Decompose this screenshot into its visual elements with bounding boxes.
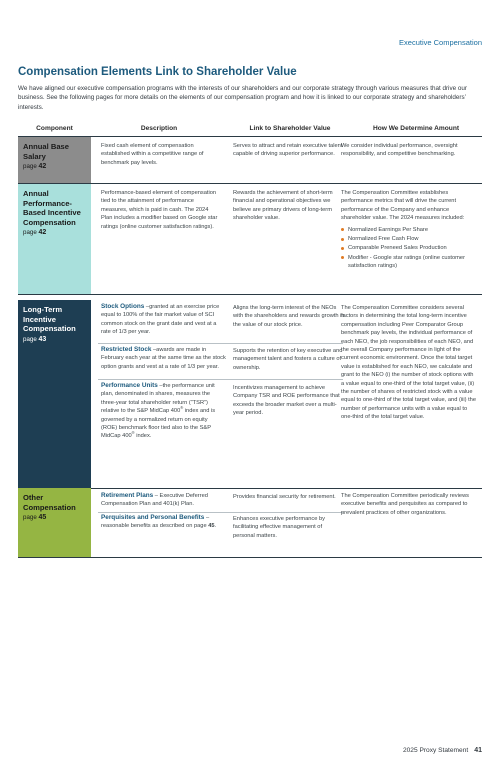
measures-list — [341, 226, 476, 271]
page-footer — [403, 747, 482, 754]
header-how: How We Determine Amount — [372, 125, 460, 132]
section-header: Executive Compensation — [399, 38, 482, 47]
row-other-compensation — [18, 488, 482, 558]
component-name: Other Compensation — [23, 493, 76, 512]
link-cell: Rewards the achievement of short-term financial and operational objectives we believe are primary drivers of long-term shareholder value. — [233, 190, 333, 222]
row-divider — [98, 512, 343, 513]
table-header — [18, 124, 482, 137]
retirement-plans-description: Retirement Plans – Executive Deferred Compensation Plan and 401(k) Plan. — [101, 492, 208, 508]
component-cell — [18, 300, 91, 488]
header-link: Link to Shareholder Value — [249, 125, 331, 132]
page-reference: page 42 — [23, 229, 47, 237]
how-cell — [341, 189, 476, 272]
page-reference: page 43 — [23, 335, 47, 343]
row-performance-incentive — [18, 184, 482, 295]
row-long-term-incentive — [18, 300, 482, 489]
compensation-table — [18, 124, 482, 539]
how-cell: The Compensation Committee considers several factors in determining the total long-term incentive compensation including Peer Comparator Group benchmark pay levels, the individual performance of each NEO, the job responsibilities of each NEO, and the overall Company performance in light of the current economic environment. Once the total target value is established for each NEO, we calculate and grant to the NEO (i) the number of stock options with a value equal to one-third of the total target value, (ii) the number of shares of restricted stock with a value equal to one-third of the total target value, and (iii) the number of performance units with a value equal to one-third of the total target value. — [341, 305, 477, 421]
row-divider — [98, 379, 343, 380]
description-cell: Performance-based element of compensation tied to the attainment of performance measures, which is paid in cash. The 2024 Plan includes a modifier based on Google star ratings (online customer satisfaction ratings). — [101, 190, 218, 230]
list-item: Normalized Earnings Per Share — [341, 226, 476, 234]
footer-label: 2025 Proxy Statement — [402, 747, 469, 754]
page-number: 41 — [474, 747, 482, 754]
stock-options-description: Stock Options –granted at an exercise price equal to 100% of the fair market value of SCI common stock on the grant date and vest at a rate of 1/3 per year. — [101, 303, 220, 336]
restricted-stock-link: Supports the retention of key executive and management talent and fosters a culture of ownership. — [233, 348, 343, 371]
component-name: Long-Term Incentive Compensation — [23, 305, 76, 334]
list-item: Modifier - Google star ratings (online customer satisfaction ratings) — [341, 254, 476, 271]
how-cell: The Compensation Committee periodically reviews executive benefits and perquisites as compared to prevalent practices of other organizations. — [341, 493, 470, 516]
how-text: The Compensation Committee establishes performance metrics that will drive the current performance of the Company and enhance shareholder value. The 2024 measures included: — [341, 190, 465, 222]
page-reference: page 42 — [23, 163, 47, 171]
list-item: Normalized Free Cash Flow — [341, 235, 476, 243]
how-cell: We consider individual performance, oversight responsibility, and competitive benchmarking. — [341, 143, 458, 158]
page-title: Compensation Elements Link to Shareholder Value — [18, 66, 297, 78]
link-cell: Serves to attract and retain executive talent capable of driving superior performance. — [233, 143, 343, 158]
perquisites-description: Perquisites and Personal Benefits – reasonable benefits as described on page 45. — [101, 514, 217, 530]
header-component: Component — [36, 125, 73, 132]
component-cell — [18, 137, 91, 183]
performance-units-link: Incentivizes management to achieve Company TSR and ROE performance that exceeds the broader market over a multi-year period. — [233, 385, 340, 417]
perquisites-link: Enhances executive performance by facilitating effective management of personal matters. — [233, 516, 325, 539]
page-reference: page 45 — [23, 514, 47, 522]
row-divider — [98, 343, 343, 344]
retirement-plans-link: Provides financial security for retirement. — [233, 494, 336, 500]
row-base-salary — [18, 137, 482, 184]
stock-options-link: Aligns the long-term interest of the NEOs with the shareholders and rewards growth in the value of our stock price. — [233, 305, 345, 328]
performance-units-description: Performance Units –the performance unit plan, denominated in shares, measures the three-year total shareholder return (“TSR”) relative to the S&P MidCap 400® index and is governed by a normalized return on equity (ROE) benchmark floor tied also to the S&P MidCap 400® index. — [101, 382, 216, 440]
restricted-stock-description: Restricted Stock –awards are made in February each year at the same time as the stock option grants and vest at a rate of 1/3 per year. — [101, 346, 226, 370]
description-cell: Fixed cash element of compensation established within a competitive range of benchmark pay levels. — [101, 143, 204, 166]
component-cell — [18, 184, 91, 294]
header-description: Description — [140, 125, 178, 132]
component-name: Annual Performance-Based Incentive Compensation — [23, 189, 81, 227]
component-name: Annual Base Salary — [23, 142, 69, 161]
list-item: Comparable Preneed Sales Production — [341, 244, 476, 252]
intro-paragraph: We have aligned our executive compensation programs with the interests of our shareholders and our corporate strategy through various measures that drive our business. See the following pages for more details on the elements of our compensation program and how it is linked to our corporate strategy and shareholders’ interests. — [18, 85, 467, 111]
component-cell — [18, 488, 91, 557]
